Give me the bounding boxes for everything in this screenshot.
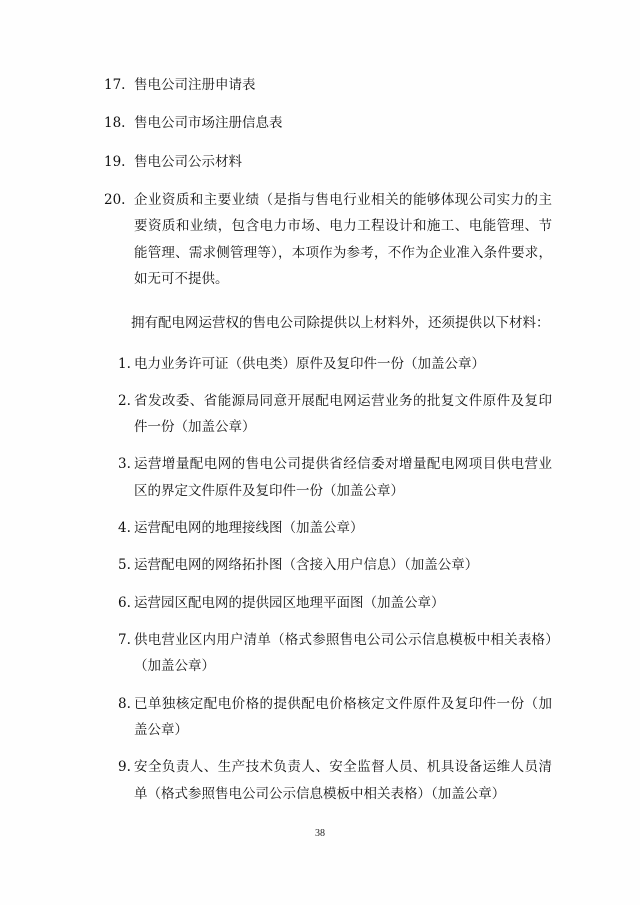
list-item: [104, 149, 552, 175]
list-item-text: 已单独核定配电价格的提供配电价格核定文件原件及复印件一份（加盖公章）: [134, 695, 552, 738]
list-item-number: 3.: [118, 456, 131, 473]
list-item-text: 运营配电网的地理接线图（加盖公章）: [134, 520, 364, 537]
list-item: [104, 187, 552, 292]
list-item-number: 5.: [118, 557, 131, 574]
list-item-number: 19.: [104, 153, 126, 170]
list-item-text: 售电公司市场注册信息表: [134, 115, 283, 132]
list-item-text: 电力业务许可证（供电类）原件及复印件一份（加盖公章）: [134, 355, 485, 372]
page-number: 38: [315, 828, 325, 839]
list-item-number: 6.: [118, 594, 131, 611]
list-item: [104, 110, 552, 136]
list-item-text: 运营园区配电网的提供园区地理平面图（加盖公章）: [134, 594, 445, 611]
list-item-text: 售电公司公示材料: [134, 153, 242, 170]
list-item-number: 20.: [104, 191, 126, 208]
list-item-number: 18.: [104, 115, 126, 132]
list-item: [104, 627, 552, 680]
list-item: [104, 754, 552, 807]
list-item: [104, 515, 552, 541]
list-item: [104, 552, 552, 578]
list-item-number: 1.: [118, 355, 131, 372]
list-item-number: 2.: [118, 392, 131, 409]
list-item-text: 运营配电网的网络拓扑图（含接入用户信息）（加盖公章）: [134, 557, 479, 574]
list-item-number: 17.: [104, 77, 126, 93]
list-item-text: 运营增量配电网的售电公司提供省经信委对增量配电网项目供电营业区的界定文件原件及复印件一份（加盖公章）: [134, 456, 552, 499]
list-item: [104, 590, 552, 616]
list-item-number: 4.: [118, 520, 131, 537]
list-item-text: 省发改委、省能源局同意开展配电网运营业务的批复文件原件及复印件一份（加盖公章）: [134, 392, 552, 436]
list-item-text: 企业资质和主要业绩（是指与售电行业相关的能够体现公司实力的主要资质和业绩，包含电力市场、电力工程设计和施工、电能管理、节能管理、需求侧管理等），本项作为参考，不作为企业准入条件要求，如无可不提供。: [134, 191, 552, 287]
list-item-number: 9.: [118, 759, 131, 776]
requirement-list-primary: [104, 72, 552, 292]
requirement-list-secondary: [104, 351, 552, 807]
list-item: [104, 388, 552, 441]
page-content: [104, 72, 552, 818]
list-item: [104, 72, 552, 98]
list-item: [104, 691, 552, 744]
list-item-text: 安全负责人、生产技术负责人、安全监督人员、机具设备运维人员清单（格式参照售电公司公示信息模板中相关表格）（加盖公章）: [134, 759, 552, 802]
list-item: [104, 351, 552, 377]
list-item: [104, 451, 552, 504]
list-item-text: 供电营业区内用户清单（格式参照售电公司公示信息模板中相关表格）（加盖公章）: [134, 632, 552, 675]
body-paragraph: 拥有配电网运营权的售电公司除提供以上材料外，还须提供以下材料：: [131, 315, 550, 332]
list-item-number: 8.: [118, 695, 131, 712]
list-item-number: 7.: [118, 632, 131, 648]
list-item-text: 售电公司注册申请表: [134, 77, 256, 93]
